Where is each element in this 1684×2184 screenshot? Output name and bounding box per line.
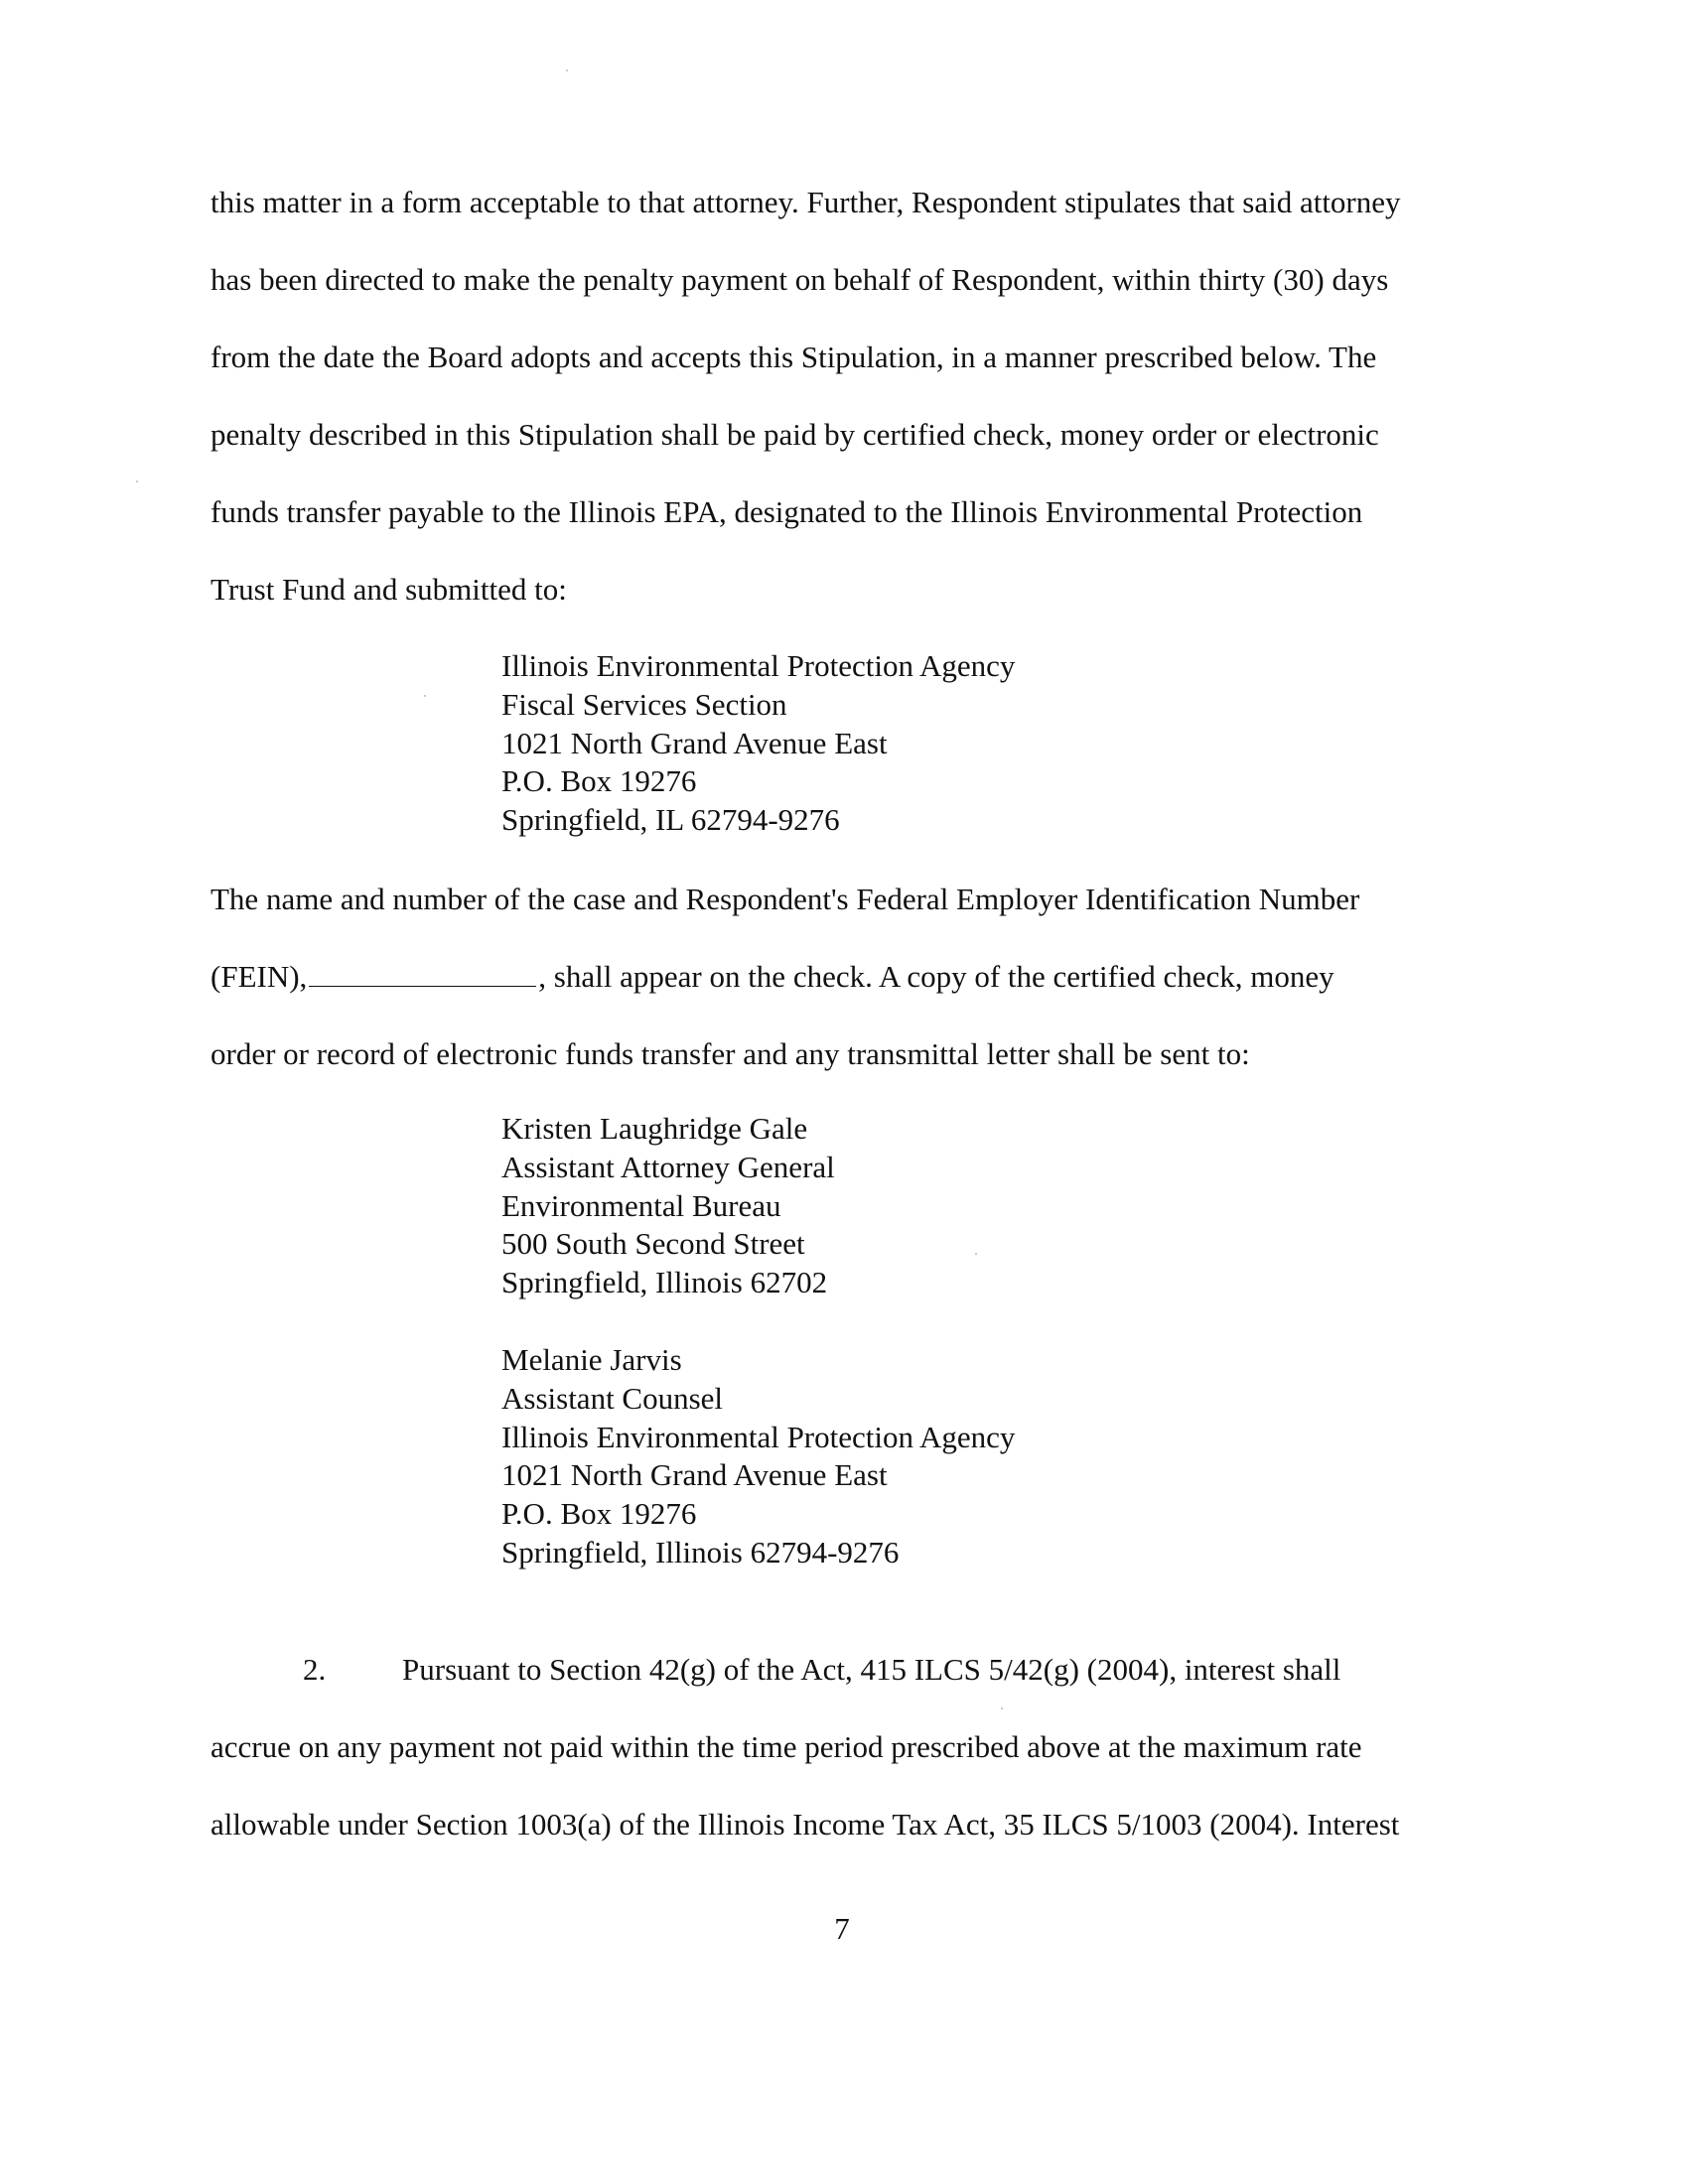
- fein-intro-line: The name and number of the case and Respondent's Federal Employer Identification Number: [210, 882, 1360, 916]
- page-number: 7: [834, 1911, 850, 1946]
- scan-speck: [424, 695, 426, 697]
- address-line: 1021 North Grand Avenue East: [501, 1457, 888, 1493]
- fein-blank-field: [309, 962, 536, 987]
- address-line: Kristen Laughridge Gale: [501, 1111, 808, 1146]
- address-line: Springfield, Illinois 62702: [501, 1265, 828, 1300]
- address-line: P.O. Box 19276: [501, 1496, 697, 1532]
- body-line: has been directed to make the penalty payment on behalf of Respondent, within thirty (30) days: [210, 262, 1389, 297]
- address-line: Melanie Jarvis: [501, 1342, 682, 1377]
- address-line: P.O. Box 19276: [501, 763, 697, 799]
- address-line: 1021 North Grand Avenue East: [501, 725, 888, 760]
- paragraph-first-line: Pursuant to Section 42(g) of the Act, 415 ILCS 5/42(g) (2004), interest shall: [402, 1652, 1341, 1687]
- fein-after-text: , shall appear on the check. A copy of the certified check, money: [538, 959, 1334, 994]
- body-line: this matter in a form acceptable to that attorney. Further, Respondent stipulates that said attorney: [210, 185, 1401, 219]
- scan-speck: [975, 1253, 977, 1255]
- address-line: Springfield, IL 62794-9276: [501, 802, 840, 838]
- fein-line: [210, 959, 1334, 995]
- copy-line: order or record of electronic funds transfer and any transmittal letter shall be sent to:: [210, 1036, 1250, 1071]
- paragraph-number: 2.: [303, 1652, 327, 1687]
- address-line: Illinois Environmental Protection Agency: [501, 1419, 1016, 1454]
- address-line: 500 South Second Street: [501, 1226, 805, 1262]
- body-line: penalty described in this Stipulation shall be paid by certified check, money order or electronic: [210, 417, 1379, 452]
- scan-speck: [566, 69, 568, 71]
- recipient-address-block: [501, 1341, 1015, 1572]
- address-line: Assistant Counsel: [501, 1380, 724, 1416]
- address-line: Springfield, Illinois 62794-9276: [501, 1534, 900, 1570]
- body-line: allowable under Section 1003(a) of the Illinois Income Tax Act, 35 ILCS 5/1003 (2004). Interest: [210, 1807, 1400, 1842]
- address-line: Assistant Attorney General: [501, 1149, 835, 1184]
- payment-address-block: [501, 647, 1015, 840]
- address-line: Environmental Bureau: [501, 1187, 781, 1223]
- body-line: accrue on any payment not paid within the time period prescribed above at the maximum rate: [210, 1729, 1362, 1764]
- body-line: funds transfer payable to the Illinois EPA, designated to the Illinois Environmental Protection: [210, 494, 1363, 529]
- body-line: Trust Fund and submitted to:: [210, 572, 567, 607]
- recipient-address-block: [501, 1110, 835, 1302]
- scan-speck: [1001, 1707, 1003, 1709]
- address-line: Fiscal Services Section: [501, 686, 787, 722]
- fein-label: (FEIN),: [210, 959, 308, 994]
- body-line: from the date the Board adopts and accepts this Stipulation, in a manner prescribed below. The: [210, 340, 1377, 374]
- address-line: Illinois Environmental Protection Agency: [501, 648, 1016, 683]
- scan-speck: [136, 480, 138, 482]
